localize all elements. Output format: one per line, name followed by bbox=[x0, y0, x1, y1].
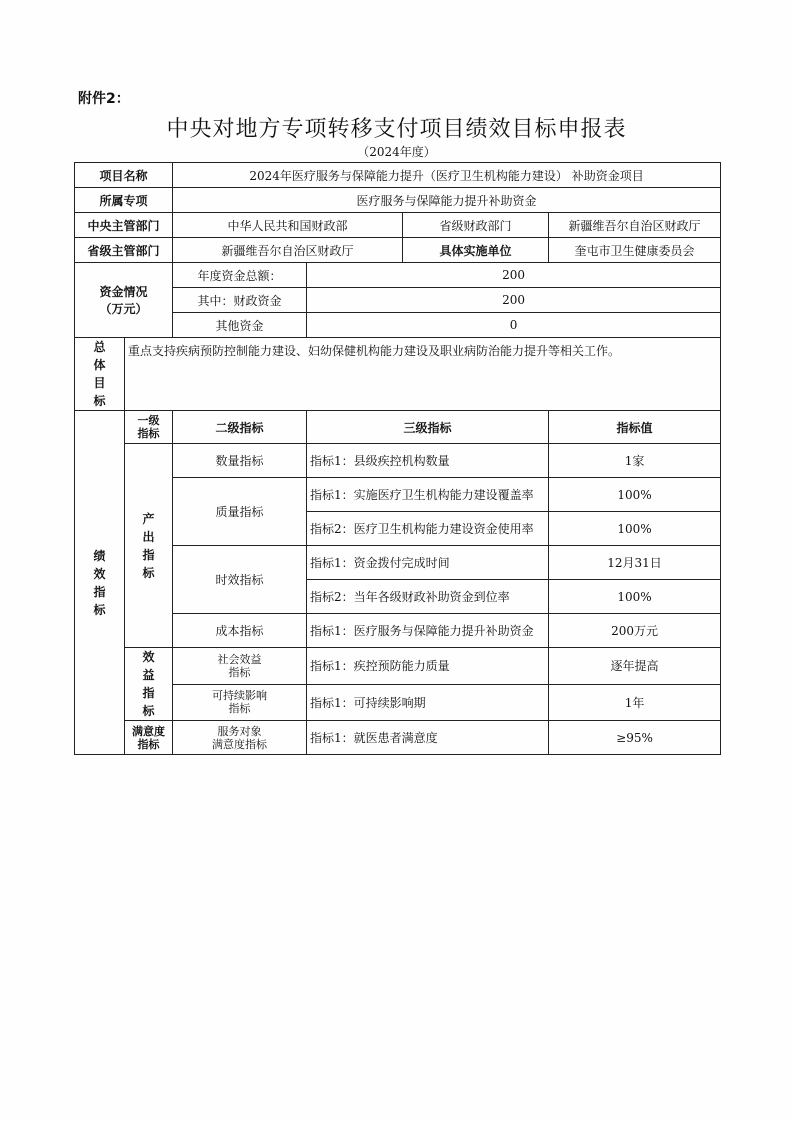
program-value: 医疗服务与保障能力提升补助资金 bbox=[173, 188, 721, 213]
timeliness-label: 时效指标 bbox=[173, 546, 307, 614]
funds-label: 资金情况 （万元） bbox=[75, 263, 173, 338]
funds-fiscal-value: 200 bbox=[307, 288, 721, 313]
row-prov-dept bbox=[75, 238, 721, 263]
timeliness-value-2: 100% bbox=[549, 580, 721, 614]
overall-goal-label: 总 体 目 标 bbox=[75, 338, 125, 411]
quality-value-1: 100% bbox=[549, 478, 721, 512]
row-project-name bbox=[75, 163, 721, 188]
performance-target-table bbox=[74, 162, 721, 755]
row-quantity bbox=[75, 444, 721, 478]
cost-label: 成本指标 bbox=[173, 614, 307, 648]
prov-dept-label: 省级主管部门 bbox=[75, 238, 173, 263]
header-value: 指标值 bbox=[549, 411, 721, 444]
prov-finance-label: 省级财政部门 bbox=[403, 213, 549, 238]
quality-indicator-1: 指标1：实施医疗卫生机构能力建设覆盖率 bbox=[307, 478, 549, 512]
row-satisfaction bbox=[75, 721, 721, 755]
row-overall-goal bbox=[75, 338, 721, 411]
attachment-label: 附件2： bbox=[78, 91, 130, 107]
funds-fiscal-label: 其中：财政资金 bbox=[173, 288, 307, 313]
funds-total-value: 200 bbox=[307, 263, 721, 288]
social-benefit-indicator: 指标1：疾控预防能力质量 bbox=[307, 648, 549, 685]
overall-goal-text: 重点支持疾病预防控制能力建设、妇幼保健机构能力建设及职业病防治能力提升等相关工作。 bbox=[125, 338, 721, 411]
row-social-benefit bbox=[75, 648, 721, 685]
page-title: 中央对地方专项转移支付项目绩效目标申报表 bbox=[166, 117, 627, 142]
prov-finance-value: 新疆维吾尔自治区财政厅 bbox=[549, 213, 721, 238]
header-level1: 一级 指标 bbox=[125, 411, 173, 444]
page-subtitle-year: （2024年度） bbox=[357, 145, 436, 159]
social-benefit-label: 社会效益 指标 bbox=[173, 648, 307, 685]
central-dept-label: 中央主管部门 bbox=[75, 213, 173, 238]
quantity-value: 1家 bbox=[549, 444, 721, 478]
benefit-indicators-label: 效 益 指 标 bbox=[125, 648, 173, 721]
row-indicator-headers bbox=[75, 411, 721, 444]
sustainability-indicator: 指标1：可持续影响期 bbox=[307, 684, 549, 721]
quantity-indicator: 指标1：县级疾控机构数量 bbox=[307, 444, 549, 478]
header-level2: 二级指标 bbox=[173, 411, 307, 444]
service-satisfaction-value: ≥95% bbox=[549, 721, 721, 755]
performance-indicators-label: 绩 效 指 标 bbox=[75, 411, 125, 755]
social-benefit-value: 逐年提高 bbox=[549, 648, 721, 685]
header-level3: 三级指标 bbox=[307, 411, 549, 444]
impl-unit-label: 具体实施单位 bbox=[403, 238, 549, 263]
funds-total-label: 年度资金总额： bbox=[173, 263, 307, 288]
timeliness-indicator-1: 指标1：资金拨付完成时间 bbox=[307, 546, 549, 580]
sustainability-label: 可持续影响 指标 bbox=[173, 684, 307, 721]
satisfaction-indicators-label: 满意度 指标 bbox=[125, 721, 173, 755]
cost-indicator: 指标1：医疗服务与保障能力提升补助资金 bbox=[307, 614, 549, 648]
central-dept-value: 中华人民共和国财政部 bbox=[173, 213, 403, 238]
row-central-dept bbox=[75, 213, 721, 238]
funds-other-value: 0 bbox=[307, 313, 721, 338]
timeliness-indicator-2: 指标2：当年各级财政补助资金到位率 bbox=[307, 580, 549, 614]
quality-label: 质量指标 bbox=[173, 478, 307, 546]
output-indicators-label: 产 出 指 标 bbox=[125, 444, 173, 648]
cost-value: 200万元 bbox=[549, 614, 721, 648]
prov-dept-value: 新疆维吾尔自治区财政厅 bbox=[173, 238, 403, 263]
sustainability-value: 1年 bbox=[549, 684, 721, 721]
impl-unit-value: 奎屯市卫生健康委员会 bbox=[549, 238, 721, 263]
service-satisfaction-label: 服务对象 满意度指标 bbox=[173, 721, 307, 755]
quality-value-2: 100% bbox=[549, 512, 721, 546]
quality-indicator-2: 指标2：医疗卫生机构能力建设资金使用率 bbox=[307, 512, 549, 546]
timeliness-value-1: 12月31日 bbox=[549, 546, 721, 580]
service-satisfaction-indicator: 指标1：就医患者满意度 bbox=[307, 721, 549, 755]
program-label: 所属专项 bbox=[75, 188, 173, 213]
project-name-value: 2024年医疗服务与保障能力提升（医疗卫生机构能力建设） 补助资金项目 bbox=[173, 163, 721, 188]
row-program bbox=[75, 188, 721, 213]
project-name-label: 项目名称 bbox=[75, 163, 173, 188]
quantity-label: 数量指标 bbox=[173, 444, 307, 478]
funds-other-label: 其他资金 bbox=[173, 313, 307, 338]
row-funds-total bbox=[75, 263, 721, 288]
